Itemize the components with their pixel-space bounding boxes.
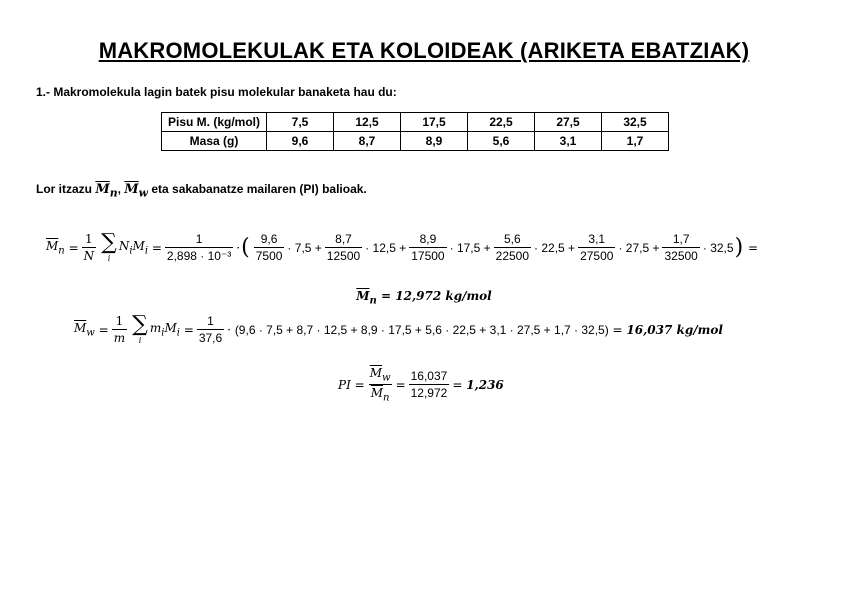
- table-cell: 17,5: [401, 113, 468, 132]
- eq2-m: m: [113, 331, 126, 345]
- table-cell: 12,5: [334, 113, 401, 132]
- eq1-fraction: [662, 232, 699, 263]
- frac-num: 5,6: [503, 232, 521, 246]
- table-cell: 7,5: [267, 113, 334, 132]
- frac-num: 3,1: [588, 232, 606, 246]
- eq1-term2: M: [132, 238, 145, 253]
- frac-den: 22500: [495, 249, 530, 263]
- eq1-term2-sub: i: [144, 245, 149, 257]
- frac-den: 7500: [255, 249, 283, 263]
- instruction-prefix: Lor itzazu: [36, 182, 92, 196]
- eq1-term1: N: [118, 238, 130, 253]
- mn-result-unit: kg/mol: [445, 289, 492, 303]
- pi-equation: PI = $\frac{\overline{M}_w}{\overline{M}_n}$ = $\frac{16,037}{12,972}$ = 1,236: [338, 366, 504, 404]
- mw-equation: $\overline{M}_w$ = $\frac{1}{m}$ ∑ i $m_iM_i$ = $\frac{1}{37,6}$ · (9,6 · 7,5 + 8,7 · 12,5 + 8,9 · 17,5 + 5,6 · 22,5 + 3,1 · 27,5 + 1,7 · 32,5) = 16,037 kg/mol: [74, 311, 723, 345]
- pi-symbol-fraction: [368, 366, 393, 404]
- table-row: [162, 132, 669, 151]
- table-cell: 9,6: [267, 132, 334, 151]
- eq1-sum-sub: i: [107, 253, 111, 263]
- pi-den-sub: n: [383, 392, 390, 404]
- table-cell: 8,9: [401, 132, 468, 151]
- eq2-body: (9,6 · 7,5 + 8,7 · 12,5 + 8,9 · 17,5 + 5,6 · 22,5 + 3,1 · 27,5 + 1,7 · 32,5): [234, 322, 609, 337]
- frac-den: 12500: [326, 249, 361, 263]
- eq1-one: 1: [85, 232, 93, 246]
- pi-num-value: 16,037: [410, 369, 448, 384]
- frac-mult: 22,5: [541, 240, 565, 255]
- frac-num: 1,7: [672, 232, 690, 246]
- frac-mult: 12,5: [372, 240, 396, 255]
- eq2-term2-sub: i: [176, 327, 180, 339]
- frac-mult: 27,5: [625, 240, 650, 255]
- eq2-total-num: 1: [207, 314, 214, 328]
- sum-symbol: ∑ i: [132, 311, 148, 345]
- eq1-term1-sub: i: [129, 245, 133, 257]
- frac-num: 8,7: [335, 232, 352, 246]
- eq1-N: N: [83, 249, 95, 263]
- pi-value-fraction: [409, 369, 450, 400]
- page-title: MAKROMOLEKULAK ETA KOLOIDEAK (ARIKETA EBATZIAK): [98, 38, 750, 63]
- frac-num: 9,6: [260, 232, 278, 246]
- frac-den: 32500: [664, 249, 698, 263]
- pi-num: $\overline{M}$: [369, 366, 382, 380]
- eq2-term1: m: [149, 320, 162, 335]
- frac-den: 27500: [580, 249, 614, 263]
- mn-symbol: $\overline{M}$: [95, 182, 110, 197]
- eq1-lhs: $\overline{M}$: [46, 238, 59, 253]
- eq1-prefactor: [82, 232, 97, 263]
- frac-den: 17500: [411, 249, 445, 263]
- eq1-fraction: [325, 232, 362, 263]
- mn-result-sub: n: [369, 295, 377, 307]
- eq1-total-fraction: [165, 232, 233, 263]
- frac-mult: 32,5: [710, 240, 734, 255]
- mw-symbol: $\overline{M}$: [124, 182, 139, 197]
- table-cell: 32,5: [602, 113, 669, 132]
- eq2-sum-sub: i: [138, 335, 142, 345]
- pi-label: PI: [338, 377, 351, 392]
- frac-num: 8,9: [419, 232, 437, 246]
- frac-mult: 17,5: [456, 240, 481, 255]
- eq1-fraction: [254, 232, 285, 263]
- mw-sub: w: [138, 186, 148, 200]
- mn-equation: $\overline{M}_n$ = $\frac{1}{N}$ ∑ i $N_iM_i$ = $\frac{1}{\text{2,898 · 10⁻³}}$ · ( $\frac{9,6}{7500}$ · 7,5 + $\frac{8,7}{12500}$ · 12,5 + $\frac{8,9}{17500}$ · 17,5 + $\frac{5,6}{22500}$ · 22,5 + $\frac{3,1}{27500}$ · 27,5 + $\frac{1,7}{32500}$ · 32,5 ) =: [46, 229, 759, 263]
- pi-num-sub: w: [382, 372, 391, 384]
- table-header-label: Pisu M. (kg/mol): [162, 113, 267, 132]
- eq2-lhs-sub: w: [86, 327, 95, 339]
- pi-den-value: 12,972: [410, 386, 448, 401]
- pi-den: $\overline{M}$: [370, 386, 384, 401]
- frac-mult: 7,5: [294, 240, 312, 255]
- mn-result: $\overline{M}_n = 12,972$ kg/mol: [356, 289, 492, 307]
- mn-result-label: $\overline{M}$: [356, 289, 370, 303]
- eq1-fraction: [494, 232, 531, 263]
- eq2-one: 1: [115, 314, 124, 328]
- table-row-label: Masa (g): [162, 132, 267, 151]
- table-cell: 1,7: [602, 132, 669, 151]
- eq1-total-num: 1: [195, 232, 203, 246]
- mw-result-value: 16,037: [626, 322, 673, 337]
- sum-symbol: ∑ i: [101, 229, 117, 263]
- eq1-fraction: [409, 232, 446, 263]
- table-cell: 5,6: [468, 132, 535, 151]
- eq2-total-fraction: [197, 314, 224, 345]
- data-table: [161, 112, 669, 151]
- mn-sub: n: [109, 186, 118, 200]
- table-row: [162, 113, 669, 132]
- table-cell: 27,5: [535, 113, 602, 132]
- eq2-term2: M: [164, 320, 177, 335]
- table-cell: 22,5: [468, 113, 535, 132]
- mn-result-value: 12,972: [395, 289, 442, 303]
- eq2-total-den: 37,6: [198, 331, 223, 345]
- eq1-lhs-sub: n: [58, 245, 65, 257]
- pi-result-value: 1,236: [466, 377, 504, 392]
- eq2-lhs: $\overline{M}$: [74, 320, 87, 335]
- eq1-total-den: 2,898 · 10⁻³: [166, 249, 232, 263]
- mw-result-unit: kg/mol: [676, 322, 723, 337]
- question-text: 1.- Makromolekula lagin batek pisu molekular banaketa hau du:: [36, 85, 397, 99]
- eq2-prefactor: [112, 314, 127, 345]
- eq1-fraction: [578, 232, 615, 263]
- table-cell: 3,1: [535, 132, 602, 151]
- table-cell: 8,7: [334, 132, 401, 151]
- instruction-suffix: eta sakabanatze mailaren (PI) balioak.: [151, 182, 367, 196]
- eq2-term1-sub: i: [161, 327, 165, 339]
- instruction-text: Lor itzazu $\overline{M}_n$, $\overline{M}_w$ eta sakabanatze mailaren (PI) balioak.: [36, 182, 367, 200]
